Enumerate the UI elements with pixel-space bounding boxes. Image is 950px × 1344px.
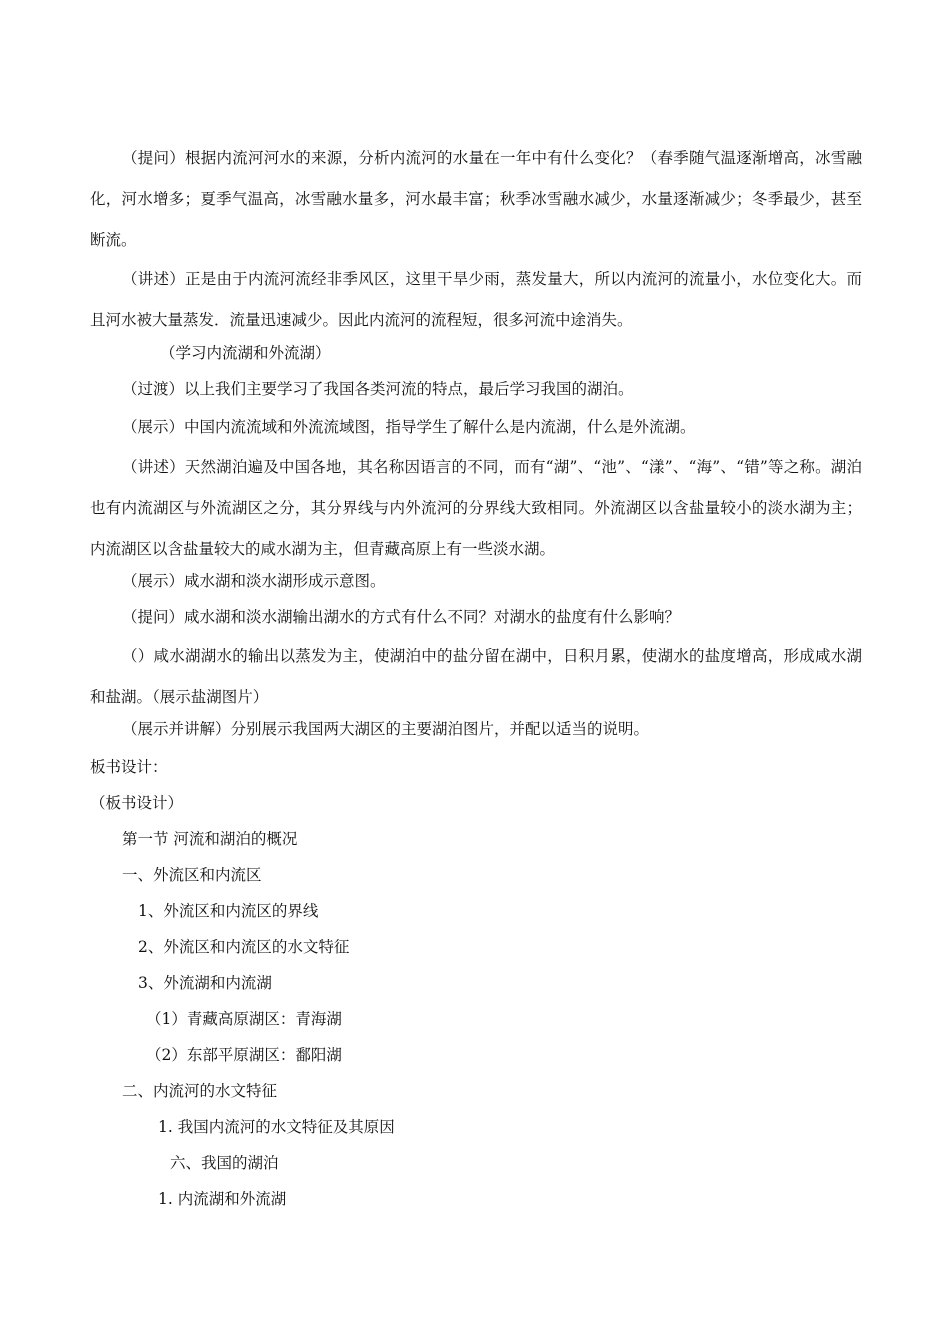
paragraph-show-lake-photos: （展示并讲解）分别展示我国两大湖区的主要湖泊图片，并配以适当的说明。 xyxy=(122,720,650,738)
board-line-subitem-1: （1）青藏高原湖区：青海湖 xyxy=(146,1010,342,1028)
board-design-heading: 板书设计： xyxy=(90,758,168,776)
board-line-item-3: 3、外流湖和内流湖 xyxy=(138,974,272,992)
board-line-part-two-item-1: 1. 我国内流河的水文特征及其原因 xyxy=(158,1118,395,1136)
board-line-part-two: 二、内流河的水文特征 xyxy=(122,1082,278,1100)
paragraph-show-lake-diagram: （展示）咸水湖和淡水湖形成示意图。 xyxy=(122,572,386,590)
board-line-item-2: 2、外流区和内流区的水文特征 xyxy=(138,938,350,956)
board-line-item-1: 1、外流区和内流区的界线 xyxy=(138,902,319,920)
paragraph-show-basin-map: （展示）中国内流流域和外流流域图，指导学生了解什么是内流湖，什么是外流湖。 xyxy=(122,418,696,436)
board-line-part-one: 一、外流区和内流区 xyxy=(122,866,262,884)
board-line-part-six: 六、我国的湖泊 xyxy=(170,1154,279,1172)
paragraph-salt-lake-answer: （）咸水湖湖水的输出以蒸发为主，使湖泊中的盐分留在湖中，日积月累，使湖水的盐度增高，形成咸水湖和盐湖。（展示盐湖图片） xyxy=(90,647,862,706)
paragraph-explain-inland-rivers: （讲述）正是由于内流河流经非季风区，这里干旱少雨，蒸发量大，所以内流河的流量小，水位变化大。而且河水被大量蒸发．流量迅速减少。因此内流河的流程短，很多河流中途消失。 xyxy=(90,270,862,329)
board-line-subitem-2: （2）东部平原湖区：鄱阳湖 xyxy=(146,1046,342,1064)
paragraph-explain-lake-names: （讲述）天然湖泊遍及中国各地，其名称因语言的不同，而有“湖”、“池”、“漾”、“海”、“错”等之称。湖泊也有内流湖区与外流湖区之分，其分界线与内外流河的分界线大致相同。外流湖区以含盐量较小的淡水湖为主；内流湖区以含盐量较大的咸水湖为主，但青藏高原上有一些淡水湖。 xyxy=(90,458,862,558)
paragraph-question-water-volume: （提问）根据内流河河水的来源，分析内流河的水量在一年中有什么变化？（春季随气温逐渐增高，冰雪融化，河水增多；夏季气温高，冰雪融水量多，河水最丰富；秋季冰雪融水减少，水量逐渐减少；冬季最少，甚至断流。 xyxy=(90,149,862,249)
board-design-label: （板书设计） xyxy=(90,794,184,812)
board-line-part-six-item-1: 1. 内流湖和外流湖 xyxy=(158,1190,287,1208)
paragraph-transition: （过渡）以上我们主要学习了我国各类河流的特点，最后学习我国的湖泊。 xyxy=(122,380,634,398)
section-note-lakes: （学习内流湖和外流湖） xyxy=(160,344,331,362)
board-line-section-title: 第一节 河流和湖泊的概况 xyxy=(122,830,298,848)
paragraph-question-salinity: （提问）咸水湖和淡水湖输出湖水的方式有什么不同？对湖水的盐度有什么影响？ xyxy=(122,608,681,626)
